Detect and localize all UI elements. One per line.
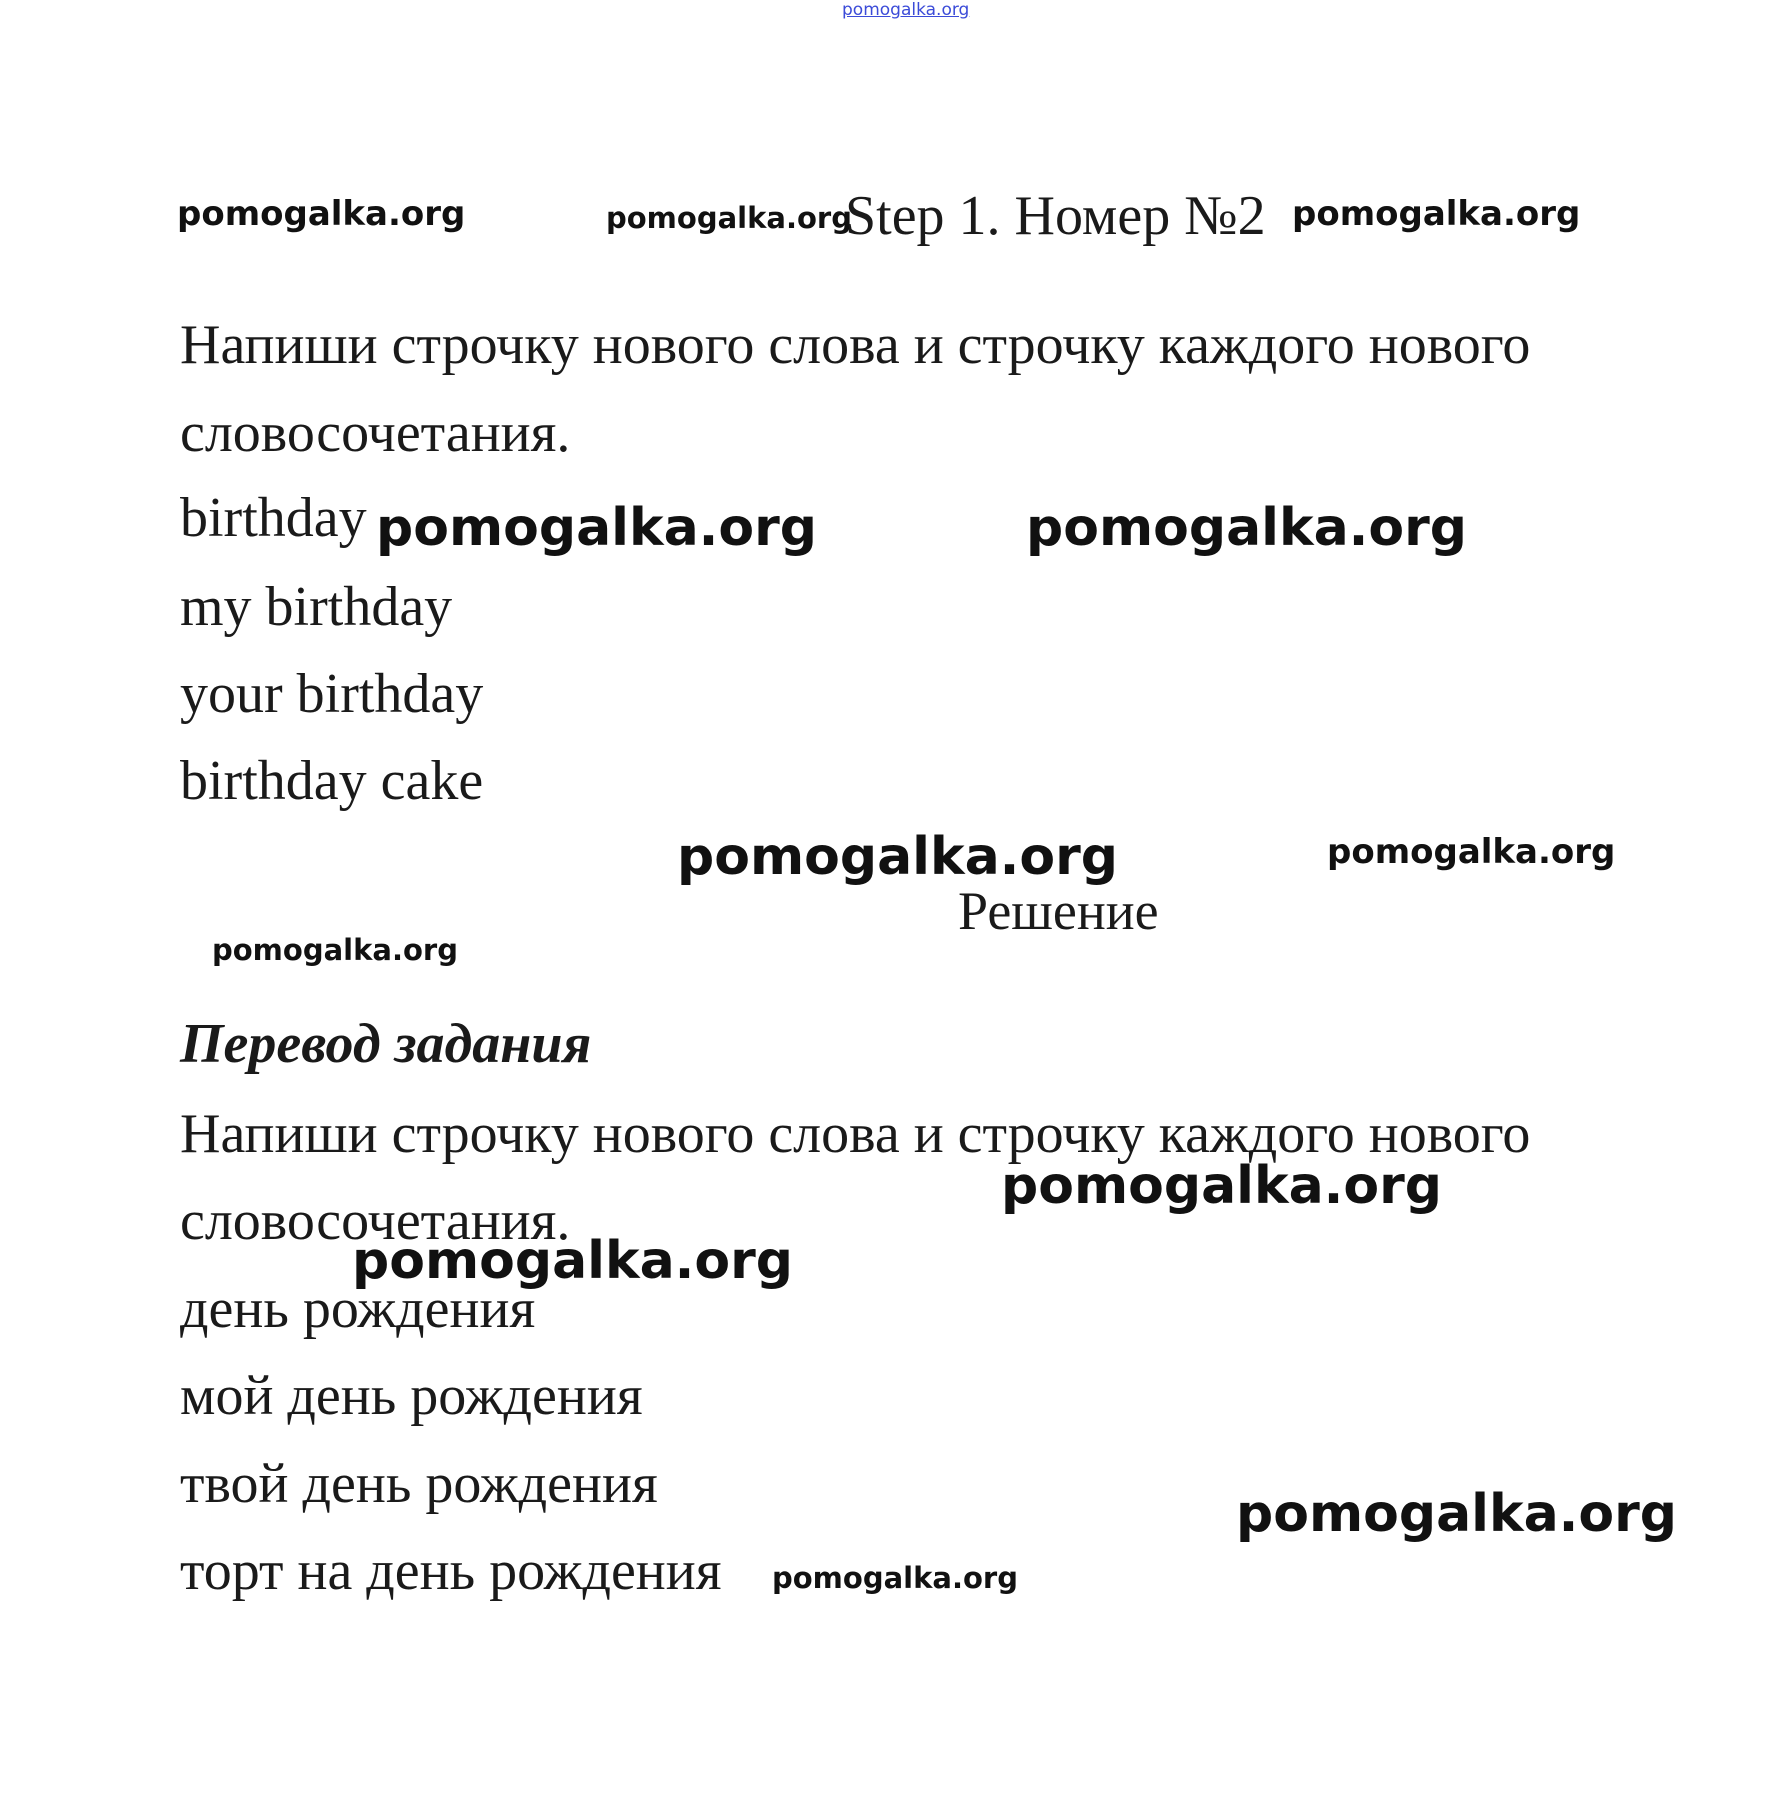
watermark: pomogalka.org [376,498,818,558]
translated-word-item: мой день рождения [180,1365,643,1427]
translation-heading: Перевод задания [180,1013,592,1075]
watermark: pomogalka.org [177,194,466,234]
translated-word-item: твой день рождения [180,1453,658,1515]
translation-text-line-2: словосочетания. [180,1190,571,1252]
watermark: pomogalka.org [212,933,458,967]
translated-word-item: день рождения [180,1278,536,1340]
word-item: birthday cake [180,750,484,812]
watermark: pomogalka.org [1026,498,1468,558]
watermark: pomogalka.org [606,201,852,235]
watermark: pomogalka.org [677,827,1119,887]
page-title: Step 1. Номер №2 [845,185,1266,247]
translation-text-line-1: Напиши строчку нового слова и строчку каждого нового [180,1103,1531,1165]
watermark: pomogalka.org [1327,832,1616,872]
watermark: pomogalka.org [1001,1156,1443,1216]
word-item: my birthday [180,576,453,638]
watermark: pomogalka.org [1236,1484,1678,1544]
translated-word-item: торт на день рождения [180,1540,722,1602]
word-item: your birthday [180,663,484,725]
task-text-line-2: словосочетания. [180,402,571,464]
task-text-line-1: Напиши строчку нового слова и строчку каждого нового [180,314,1531,376]
watermark: pomogalka.org [1292,194,1581,234]
top-site-link[interactable]: pomogalka.org [842,0,970,20]
solution-heading: Решение [958,881,1159,941]
word-item: birthday [180,487,367,549]
watermark: pomogalka.org [772,1561,1018,1595]
watermark: pomogalka.org [352,1231,794,1291]
